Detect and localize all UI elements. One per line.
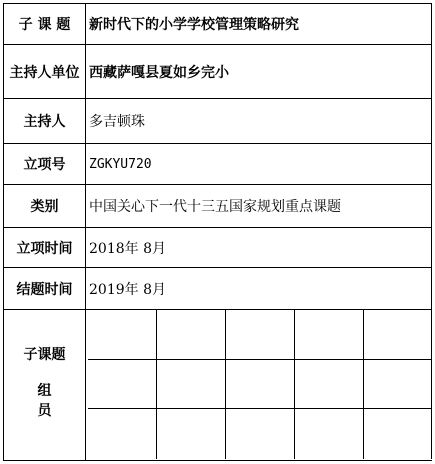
host-label: 主持人 (4, 99, 86, 143)
topic-row (4, 4, 432, 45)
member-cell (157, 360, 226, 409)
approval-time-value: 2018年 8月 (88, 228, 432, 267)
host-unit-value: 西藏萨嘎县夏如乡完小 (88, 45, 432, 98)
category-label: 类别 (4, 185, 86, 227)
approval-time-label: 立项时间 (4, 228, 86, 267)
host-row (4, 99, 432, 144)
project-number-row (4, 144, 432, 185)
project-number-value: ZGKYU720 (88, 144, 432, 184)
member-cell (88, 360, 157, 409)
completion-time-row (4, 268, 432, 310)
approval-time-row (4, 228, 432, 268)
member-cell (364, 360, 432, 409)
project-info-table (3, 3, 432, 461)
sub-topic-members-label (4, 310, 86, 460)
category-row (4, 185, 432, 228)
member-cell (88, 409, 157, 459)
member-cell (295, 409, 364, 459)
category-value: 中国关心下一代十三五国家规划重点课题 (88, 185, 432, 227)
member-cell (226, 360, 295, 409)
host-value: 多吉顿珠 (88, 99, 432, 143)
member-cell (364, 310, 432, 360)
member-cell (295, 360, 364, 409)
member-cell (226, 310, 295, 360)
completion-time-label: 结题时间 (4, 268, 86, 309)
sub-topic-members-row (4, 310, 432, 461)
member-cell (226, 409, 295, 459)
member-cell (88, 310, 157, 360)
topic-value: 新时代下的小学学校管理策略研究 (88, 4, 432, 44)
member-cell (157, 409, 226, 459)
sub-topic-label: 子课题 (23, 347, 66, 363)
member-cell (295, 310, 364, 360)
member-cell (157, 310, 226, 360)
host-unit-label: 主持人单位 (4, 45, 86, 98)
project-number-label: 立项号 (4, 144, 86, 184)
members-grid (88, 310, 432, 460)
topic-label: 子 课 题 (4, 4, 86, 44)
member-cell (364, 409, 432, 459)
members-label: 组 员 (37, 383, 66, 419)
host-unit-row (4, 45, 432, 99)
completion-time-value: 2019年 8月 (88, 268, 432, 309)
